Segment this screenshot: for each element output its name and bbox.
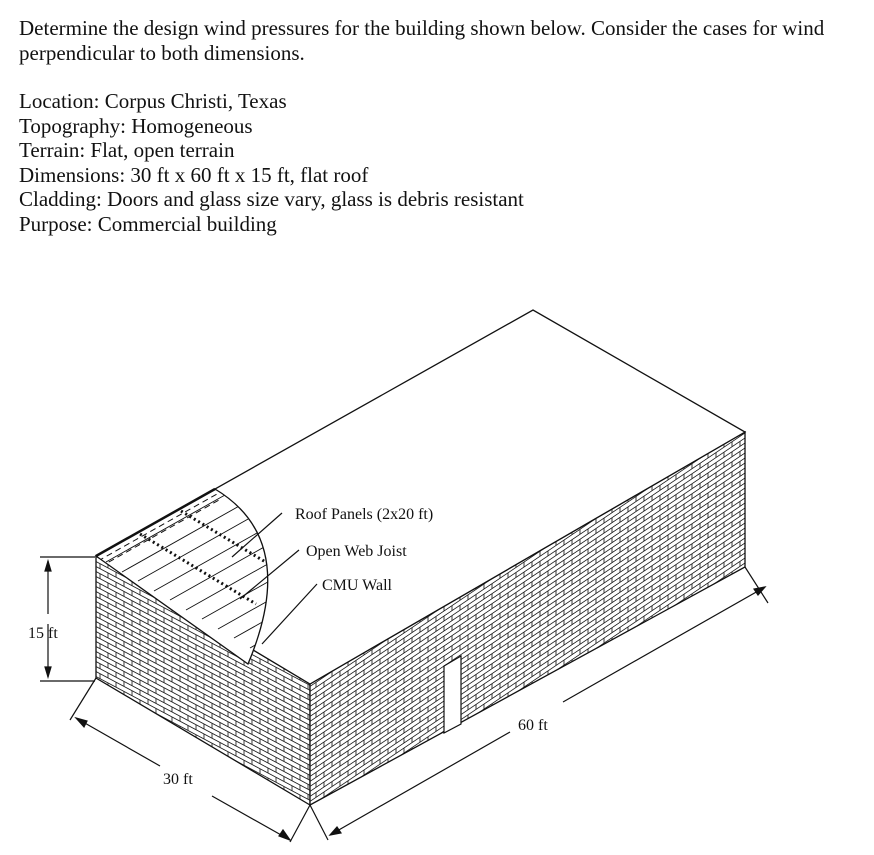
detail-purpose: Purpose: Commercial building <box>19 211 277 236</box>
dim-width: 30 ft <box>163 771 193 788</box>
detail-cladding: Cladding: Doors and glass size vary, glass is debris resistant <box>19 187 524 211</box>
detail-location: Location: Corpus Christi, Texas <box>19 89 287 113</box>
detail-dimensions: Dimensions: 30 ft x 60 ft x 15 ft, flat roof <box>19 162 369 187</box>
label-open-web-joist: Open Web Joist <box>306 543 407 560</box>
problem-prompt: Determine the design wind pressures for the building shown below. Consider the cases for wind perpendicular to both dimensions. <box>19 16 825 65</box>
label-roof-panels: Roof Panels (2x20 ft) <box>295 506 434 523</box>
dim-height: 15 ft <box>28 625 58 642</box>
detail-topography: Topography: Homogeneous <box>19 113 253 138</box>
detail-terrain: Terrain: Flat, open terrain <box>19 138 235 162</box>
height-dimension <box>40 557 95 681</box>
label-cmu-wall: CMU Wall <box>322 577 392 594</box>
dim-length: 60 ft <box>518 717 548 734</box>
door-opening <box>444 656 461 733</box>
